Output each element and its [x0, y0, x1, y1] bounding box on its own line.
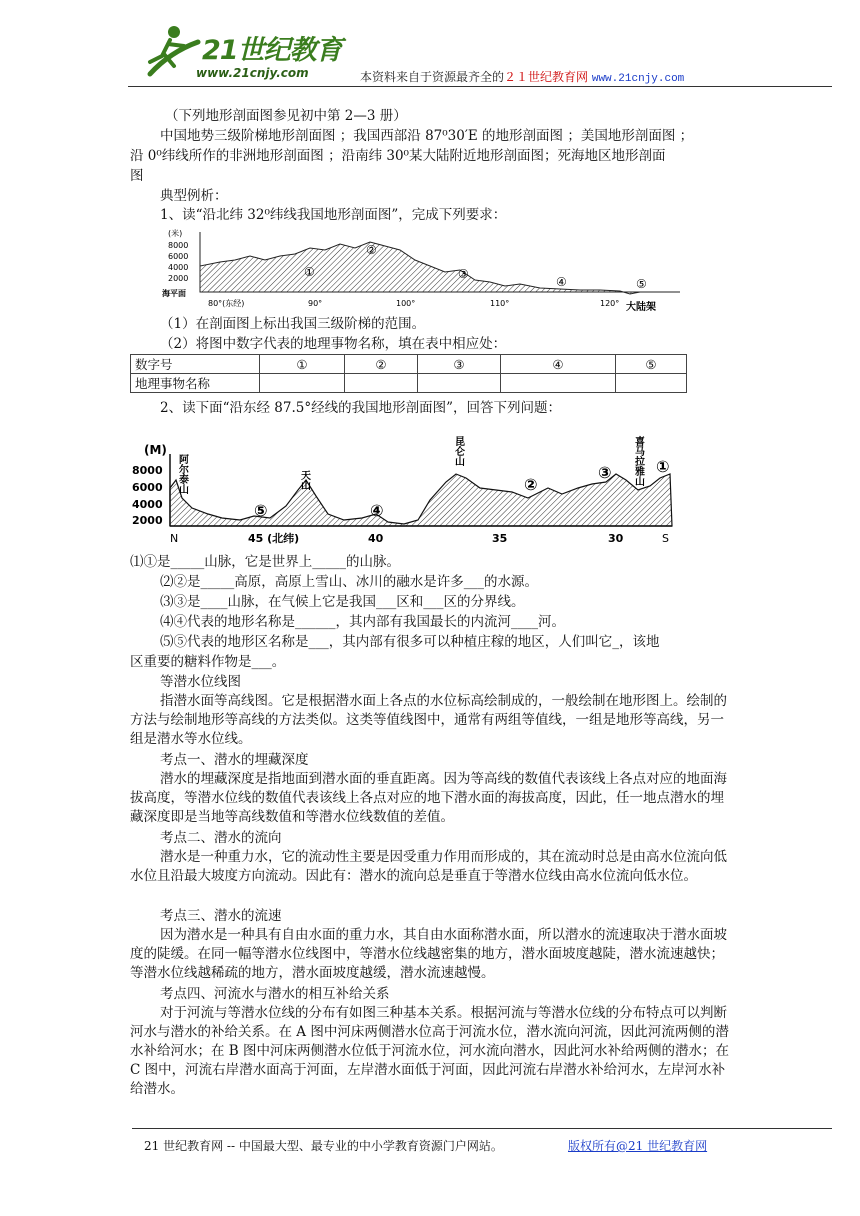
- runner-logo-icon: [140, 22, 202, 82]
- answer-cell-4[interactable]: [501, 374, 616, 393]
- groundwater-paragraph: 指潜水面等高线图。它是根据潜水面上各点的水位标高绘制成的，一般绘制在地形图上。绘制的方法与绘制地形等高线的方法类似。这类等值线图中，通常有两组等值线，一组是地形等高线，另一组是潜水等水位线。: [130, 693, 727, 747]
- fig2-xtick-40: 40: [368, 532, 384, 545]
- q2-part-5b: 区重要的糖料作物是___。: [130, 654, 286, 670]
- profiles-line-2: 沿 0⁰纬线所作的非洲地形剖面图 ；沿南纬 30⁰某大陆附近地形剖面图；死海地区地形剖面: [130, 148, 666, 164]
- fig2-xtick-45: 45 (北纬): [248, 532, 300, 545]
- k2-title: 考点二、潜水的流向: [160, 830, 282, 846]
- fig2-ytick-2000: 2000: [132, 514, 163, 527]
- fig2-peak-altai: 阿尔泰山: [176, 454, 188, 494]
- answer-cell-5[interactable]: [616, 374, 687, 393]
- table-cell: 数字号: [131, 355, 260, 374]
- fig1-shelf-label: 大陆架: [626, 302, 656, 312]
- footer-copyright-link[interactable]: 版权所有@21 世纪教育网: [568, 1139, 708, 1153]
- table-row: [131, 374, 687, 393]
- examples-title: 典型例析：: [160, 188, 228, 204]
- fig2-xtick-35: 35: [492, 532, 508, 545]
- q2-part-5a: ⑸⑤代表的地形区名称是___，其内部有很多可以种植庄稼的地区，人们叫它_，该地: [160, 634, 660, 650]
- header-note: [360, 68, 684, 85]
- k4-title: 考点四、河流水与潜水的相互补给关系: [160, 986, 390, 1002]
- fig2-peak-tianshan: 天山: [298, 470, 310, 490]
- q2-title: 2、读下面“沿东经 87.5°经线的我国地形剖面图”，回答下列问题：: [160, 400, 561, 416]
- table-cell: 地理事物名称: [131, 374, 260, 393]
- fig1-marker-4: ④: [556, 275, 567, 289]
- k1-paragraph: 潜水的埋藏深度是指地面到潜水面的垂直距离。因为等高线的数值代表该线上各点对应的地面海拔高度，等潜水位线的数值代表该线上各点对应的地下潜水面的海拔高度，因此，任一地点潜水的埋藏深度即是当地等高线数值和等潜水位线数值的差值。: [130, 771, 727, 825]
- fig1-y-unit: (米): [168, 229, 183, 238]
- header-note-prefix: 本资料来自于资源最齐全的: [360, 70, 505, 84]
- fig2-peak-himalaya: 喜马拉雅山: [632, 436, 644, 486]
- table-cell: ⑤: [616, 355, 687, 374]
- site-logo[interactable]: [140, 22, 350, 84]
- fig2-south-label: S: [662, 532, 669, 545]
- fig2-terrain: [170, 474, 672, 526]
- table-cell: ④: [501, 355, 616, 374]
- fig2-ytick-6000: 6000: [132, 481, 163, 494]
- table-cell: ①: [260, 355, 345, 374]
- profiles-line-3: 图: [130, 168, 144, 184]
- fig1-ytick-6000: 6000: [168, 252, 189, 261]
- q2-part-2: ⑵②是_____高原，高原上雪山、冰川的融水是许多___的水源。: [160, 574, 538, 590]
- profiles-line-1: 中国地势三级阶梯地形剖面图 ；我国西部沿 87⁰30′E 的地形剖面图 ；美国地形剖面图 ；: [160, 128, 694, 144]
- q1-part-a: （1）在剖面图上标出我国三级阶梯的范围。: [160, 316, 426, 332]
- q2-part-1: ⑴①是_____山脉，它是世界上_____的山脉。: [130, 554, 400, 570]
- fig2-marker-4: ④: [370, 501, 384, 520]
- section-title-groundwater: 等潜水位线图: [160, 674, 241, 690]
- profile-figure-32n: [160, 226, 700, 312]
- fig1-marker-3: ③: [458, 267, 469, 281]
- table-row: [131, 355, 687, 374]
- fig2-ytick-4000: 4000: [132, 498, 163, 511]
- table-cell: ②: [345, 355, 418, 374]
- footer-divider: [132, 1128, 832, 1129]
- fig1-terrain: [200, 242, 660, 294]
- fig2-xtick-30: 30: [608, 532, 624, 545]
- k3-paragraph: 因为潜水是一种具有自由水面的重力水，其自由水面称潜水面，所以潜水的流速取决于潜水面坡度的陡缓。在同一幅等潜水位线图中，等潜水位线越密集的地方，潜水面坡度越陡，潜水流速越快；等潜水位线越稀疏的地方，潜水面坡度越缓，潜水流速越慢。: [130, 927, 727, 981]
- logo-text: 21世纪教育: [202, 35, 342, 66]
- fig1-xtick-100: 100°: [396, 299, 416, 308]
- fig2-y-unit: (M): [144, 443, 167, 457]
- fig1-xtick-90: 90°: [308, 299, 323, 308]
- q1-part-b: （2）将图中数字代表的地理事物名称，填在表中相应处：: [160, 336, 507, 352]
- q2-part-3: ⑶③是____山脉，在气候上它是我国___区和___区的分界线。: [160, 594, 525, 610]
- fig1-ytick-8000: 8000: [168, 241, 189, 250]
- fig1-ytick-2000: 2000: [168, 274, 189, 283]
- footer-text: 21 世纪教育网 -- 中国最大型、最专业的中小学教育资源门户网站。: [144, 1139, 503, 1153]
- fig2-ytick-8000: 8000: [132, 464, 163, 477]
- fig1-xtick-120: 120°: [600, 299, 620, 308]
- k3-title: 考点三、潜水的流速: [160, 908, 282, 924]
- fig2-marker-5: ⑤: [254, 501, 268, 520]
- fig2-marker-1: ①: [656, 457, 670, 476]
- answer-cell-1[interactable]: [260, 374, 345, 393]
- fig1-marker-2: ②: [366, 243, 377, 257]
- fig1-marker-5: ⑤: [636, 277, 647, 291]
- fig1-marker-1: ①: [304, 265, 315, 279]
- fig2-marker-3: ③: [598, 463, 612, 482]
- header-note-url[interactable]: www.21cnjy.com: [591, 73, 685, 85]
- k2-paragraph: 潜水是一种重力水，它的流动性主要是因受重力作用而形成的，其在流动时总是由高水位流向低水位且沿最大坡度方向流动。因此有：潜水的流向总是垂直于等潜水位线由高水位流向低水位。: [130, 849, 727, 884]
- answer-table: [130, 354, 687, 393]
- header-divider: [128, 86, 832, 87]
- header-note-site[interactable]: ２１世纪教育网: [504, 70, 589, 84]
- q1-title: 1、读“沿北纬 32⁰纬线我国地形剖面图”，完成下列要求：: [160, 207, 507, 223]
- profile-figure-87e: [130, 428, 690, 550]
- fig2-north-label: N: [170, 532, 179, 545]
- answer-cell-2[interactable]: [345, 374, 418, 393]
- q2-part-4: ⑷④代表的地形名称是______，其内部有我国最长的内流河____河。: [160, 614, 565, 630]
- fig1-xtick-80: 80°(东经): [208, 299, 245, 308]
- fig1-xtick-110: 110°: [490, 299, 510, 308]
- logo-url: www.21cnjy.com: [196, 66, 309, 80]
- answer-cell-3[interactable]: [418, 374, 501, 393]
- k1-title: 考点一、潜水的埋藏深度: [160, 752, 309, 768]
- k4-paragraph: 对于河流与等潜水位线的分布有如图三种基本关系。根据河流与等潜水位线的分布特点可以判断河水与潜水的补给关系。在 A 图中河床两侧潜水位高于河流水位，潜水流向河流，因此河流两侧的潜水补给河水；在 B 图中河床两侧潜水位低于河流水位，河水流向潜水，因此河水补给两侧的潜水；在 C 图中，河流右岸潜水面高于河面，左岸潜水面低于河面，因此河流右岸潜水补给河水，左岸河水补给潜水。: [130, 1005, 730, 1097]
- fig1-ytick-4000: 4000: [168, 263, 189, 272]
- fig2-peak-kunlun: 昆仑山: [452, 436, 464, 466]
- fig1-sea-level: 海平面: [162, 289, 186, 298]
- fig2-marker-2: ②: [524, 475, 538, 494]
- table-cell: ③: [418, 355, 501, 374]
- intro-line: （下列地形剖面图参见初中第 2—3 册）: [165, 108, 407, 124]
